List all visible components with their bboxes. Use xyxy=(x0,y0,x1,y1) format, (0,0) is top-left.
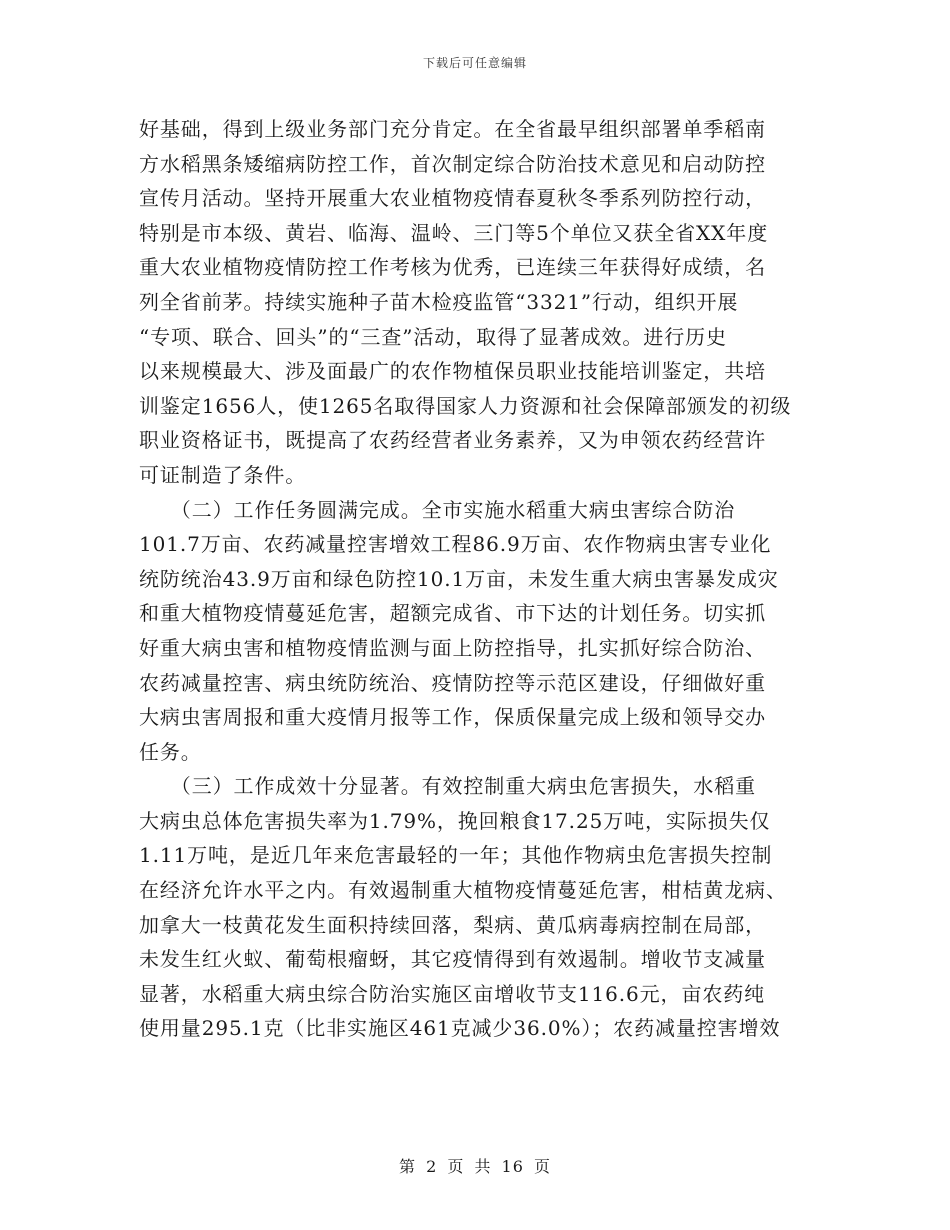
body-line: 以来规模最大、涉及面最广的农作物植保员职业技能培训鉴定，共培 xyxy=(139,359,766,384)
body-line: 1.11万吨，是近几年来危害最轻的一年；其他作物病虫危害损失控制 xyxy=(139,843,773,868)
body-line: 使用量295.1克（比非实施区461克减少36.0%）；农药减量控害增效 xyxy=(139,1016,781,1041)
body-line: 好基础，得到上级业务部门充分肯定。在全省最早组织部署单季稻南 xyxy=(139,117,766,141)
body-line: 可证制造了条件。 xyxy=(139,462,307,487)
body-line: 加拿大一枝黄花发生面积持续回落，梨病、黄瓜病毒病控制在局部， xyxy=(139,912,766,937)
body-line: 训鉴定1656人，使1265名取得国家人力资源和社会保障部颁发的初级 xyxy=(139,393,792,418)
body-line: 好重大病虫害和植物疫情监测与面上防控指导，扎实抓好综合防治、 xyxy=(139,635,766,660)
body-line: （二）工作任务圆满完成。全市实施水稻重大病虫害综合防治 xyxy=(139,497,736,522)
body-line: 和重大植物疫情蔓延危害，超额完成省、市下达的计划任务。切实抓 xyxy=(139,601,766,626)
body-line: 未发生红火蚁、葡萄根瘤蚜，其它疫情得到有效遏制。增收节支减量 xyxy=(139,947,766,972)
body-line: 特别是市本级、黄岩、临海、温岭、三门等5个单位又获全省XX年度 xyxy=(139,220,769,245)
body-line: 在经济允许水平之内。有效遏制重大植物疫情蔓延危害，柑桔黄龙病、 xyxy=(139,878,787,903)
body-line: 显著，水稻重大病虫综合防治实施区亩增收节支116.6元，亩农药纯 xyxy=(139,981,766,1006)
body-line: 方水稻黑条矮缩病防控工作，首次制定综合防治技术意见和启动防控 xyxy=(139,151,766,176)
body-line: 农药减量控害、病虫统防统治、疫情防控等示范区建设，仔细做好重 xyxy=(139,670,766,695)
page-header-note: 下载后可任意编辑 xyxy=(422,56,527,70)
body-line: 重大农业植物疫情防控工作考核为优秀，已连续三年获得好成绩，名 xyxy=(139,255,766,280)
body-line: （三）工作成效十分显著。有效控制重大病虫危害损失，水稻重 xyxy=(139,774,756,799)
body-line: 宣传月活动。坚持开展重大农业植物疫情春夏秋冬季系列防控行动， xyxy=(139,186,766,211)
body-line: 大病虫害周报和重大疫情月报等工作，保质保量完成上级和领导交办 xyxy=(139,705,766,730)
body-line: 列全省前茅。持续实施种子苗木检疫监管“3321”行动，组织开展 xyxy=(139,289,739,314)
document-body xyxy=(139,112,814,1046)
body-line: 统防统治43.9万亩和绿色防控10.1万亩，未发生重大病虫害暴发成灾 xyxy=(139,566,779,591)
page-number-footer: 第 2 页 共 16 页 xyxy=(399,1157,551,1176)
body-line: 职业资格证书，既提高了农药经营者业务素养，又为申领农药经营许 xyxy=(139,428,766,453)
body-line: 大病虫总体危害损失率为1.79%，挽回粮食17.25万吨，实际损失仅 xyxy=(139,808,771,833)
body-line: 101.7万亩、农药减量控害增效工程86.9万亩、农作物病虫害专业化 xyxy=(139,532,772,557)
body-line: 任务。 xyxy=(139,739,202,764)
body-line: “专项、联合、回头”的“三查”活动，取得了显著成效。进行历史 xyxy=(139,324,727,349)
